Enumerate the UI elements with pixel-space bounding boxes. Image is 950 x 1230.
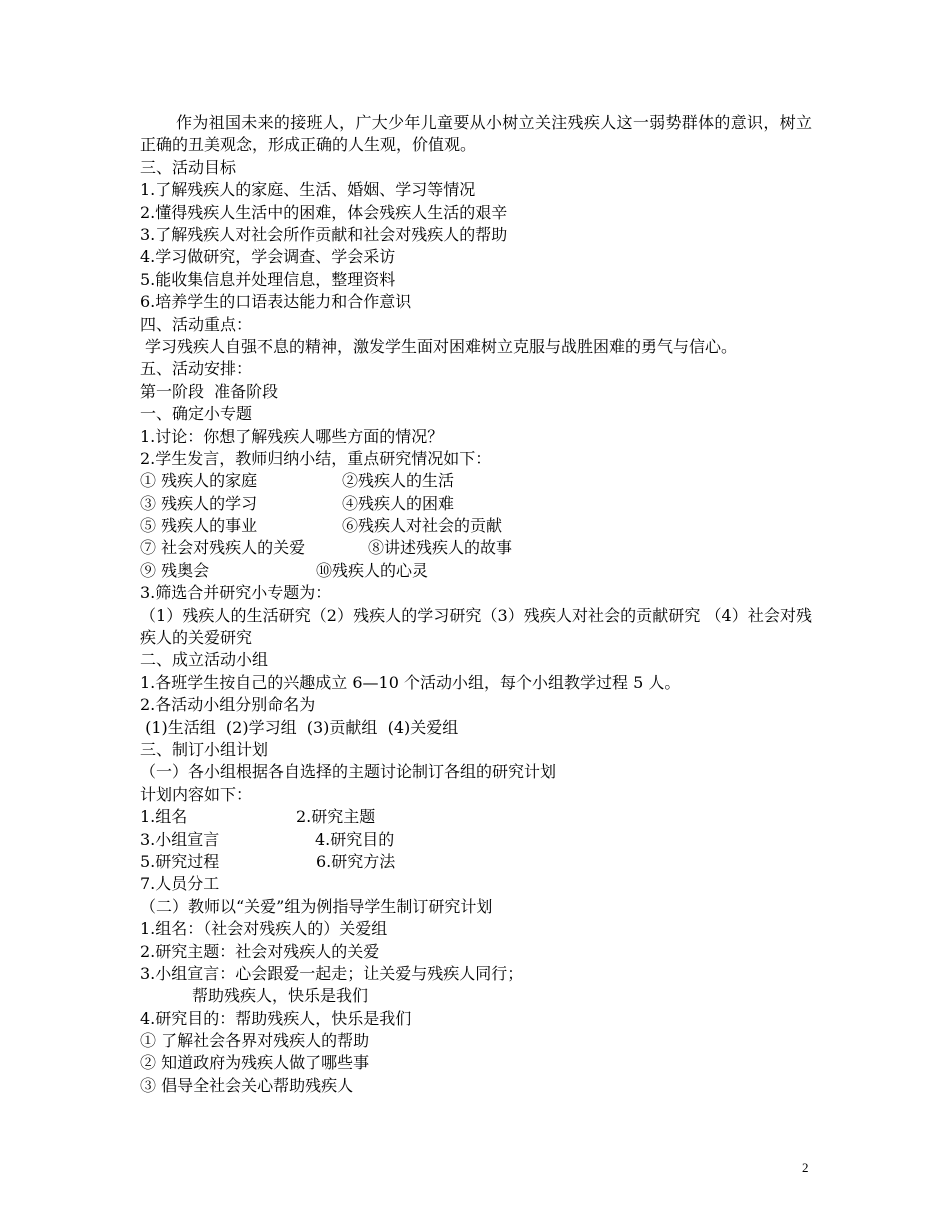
section-heading-schedule: 五、活动安排： (140, 359, 253, 379)
step-heading-groups: 二、成立活动小组 (140, 650, 269, 670)
goal-item: 6.培养学生的口语表达能力和合作意识 (140, 292, 412, 312)
topic-item: ⑤ 残疾人的事业 (140, 516, 258, 536)
topic-item: ① 残疾人的家庭 (140, 471, 258, 491)
section-heading-goals: 三、活动目标 (140, 157, 237, 177)
plan-item: 6.研究方法 (316, 851, 396, 871)
example-item: 3.小组宣言：心会跟爱一起走；让关爱与残疾人同行； (140, 963, 524, 983)
group-naming: 2.各活动小组分别命名为 (140, 695, 316, 715)
group-formation: 1.各班学生按自己的兴趣成立 6—10 个活动小组，每个小组教学过程 5 人。 (140, 672, 681, 692)
topic-item: ④残疾人的困难 (342, 493, 455, 513)
aim-item: ② 知道政府为残疾人做了哪些事 (140, 1053, 370, 1073)
plan-item: 3.小组宣言 (140, 829, 220, 849)
topic-row (140, 493, 812, 515)
goal-item: 1.了解残疾人的家庭、生活、婚姻、学习等情况 (140, 180, 476, 200)
topic-item: ③ 残疾人的学习 (140, 493, 258, 513)
phase-heading: 第一阶段 准备阶段 (140, 381, 279, 401)
goal-item: 2.懂得残疾人生活中的困难，体会残疾人生活的艰辛 (140, 202, 508, 222)
plan-row (140, 806, 812, 828)
example-item: 2.研究主题：社会对残疾人的关爱 (140, 941, 380, 961)
discussion-summary: 2.学生发言，教师归纳小结，重点研究情况如下： (140, 448, 492, 468)
aim-item: ① 了解社会各界对残疾人的帮助 (140, 1031, 370, 1051)
topic-row (140, 515, 812, 537)
merge-heading: 3.筛选合并研究小专题为： (140, 583, 332, 603)
plan-item: 2.研究主题 (296, 807, 376, 827)
plan-row (140, 829, 812, 851)
plan-item: 1.组名 (140, 807, 188, 827)
plan-subheading-1: （一）各小组根据各自选择的主题讨论制订各组的研究计划 (140, 762, 557, 782)
section-heading-focus: 四、活动重点： (140, 314, 253, 334)
example-item: 4.研究目的：帮助残疾人，快乐是我们 (140, 1008, 412, 1028)
focus-paragraph: 学习残疾人自强不息的精神，激发学生面对困难树立克服与战胜困难的勇气与信心。 (145, 336, 738, 356)
document-body (140, 112, 812, 1097)
example-continuation: 帮助残疾人，快乐是我们 (192, 986, 369, 1006)
merged-topics-paragraph: （1）残疾人的生活研究（2）残疾人的学习研究（3）残疾人对社会的贡献研究 （4）社会对残疾人的关爱研究 (140, 605, 812, 648)
topic-item: ⑨ 残奥会 (140, 560, 210, 580)
group-names: (1)生活组 (2)学习组 (3)贡献组 (4)关爱组 (140, 717, 459, 737)
plan-item: 4.研究目的 (315, 829, 395, 849)
topic-item: ⑩残疾人的心灵 (316, 560, 429, 580)
topic-row (140, 470, 812, 492)
plan-item: 7.人员分工 (140, 874, 220, 894)
plan-row (140, 851, 812, 873)
step-heading-plan: 三、制订小组计划 (140, 740, 269, 760)
plan-item: 5.研究过程 (140, 851, 220, 871)
aim-item: ③ 倡导全社会关心帮助残疾人 (140, 1075, 354, 1095)
discussion-question: 1.讨论：你想了解残疾人哪些方面的情况？ (140, 426, 444, 446)
topic-item: ②残疾人的生活 (342, 471, 455, 491)
goal-item: 4.学习做研究，学会调查、学会采访 (140, 247, 396, 267)
plan-content-heading: 计划内容如下： (140, 784, 253, 804)
topic-item: ⑦ 社会对残疾人的关爱 (140, 538, 306, 558)
page-number: 2 (802, 1160, 809, 1175)
intro-paragraph: 作为祖国未来的接班人，广大少年儿童要从小树立关注残疾人这一弱势群体的意识，树立正确的丑美观念，形成正确的人生观，价值观。 (140, 113, 812, 155)
example-item: 1.组名：（社会对残疾人的）关爱组 (140, 919, 388, 939)
topic-row (140, 560, 812, 582)
goal-item: 5.能收集信息并处理信息，整理资料 (140, 269, 396, 289)
topic-item: ⑧讲述残疾人的故事 (368, 538, 513, 558)
topic-row (140, 537, 812, 559)
topic-item: ⑥残疾人对社会的贡献 (342, 516, 503, 536)
goal-item: 3.了解残疾人对社会所作贡献和社会对残疾人的帮助 (140, 224, 508, 244)
plan-subheading-2: （二）教师以“关爱”组为例指导学生制订研究计划 (140, 896, 493, 916)
step-heading-topics: 一、确定小专题 (140, 404, 253, 424)
